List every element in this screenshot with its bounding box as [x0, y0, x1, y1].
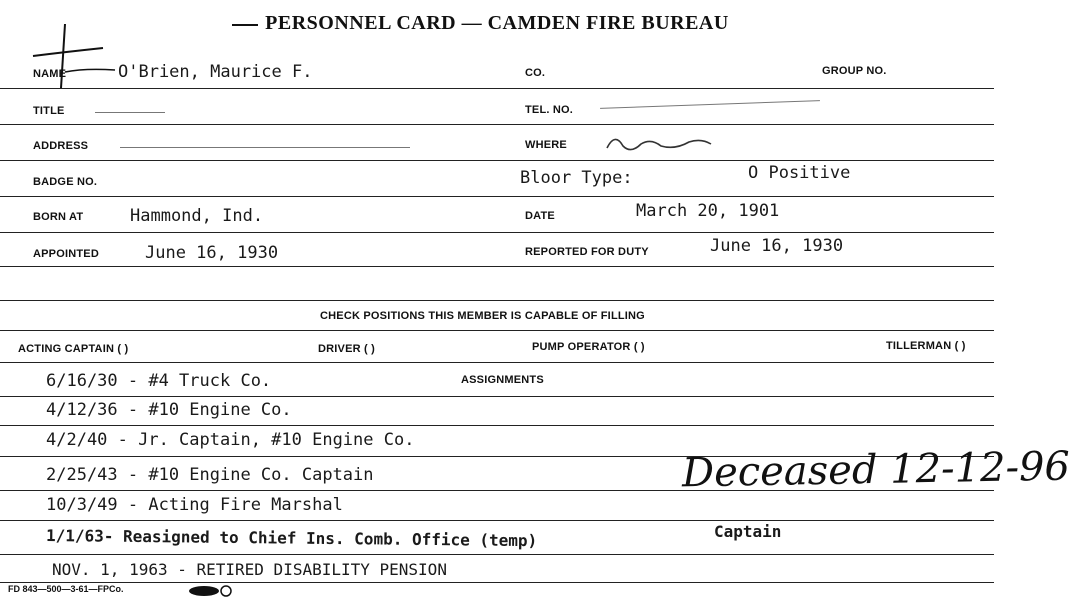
form-code: FD 843—500—3-61—FPCo.: [8, 584, 124, 594]
rule-5: [0, 232, 994, 233]
rule-16: [0, 582, 994, 583]
deceased-annotation: Deceased 12-12-96: [681, 443, 1070, 497]
card-title: PERSONNEL CARD — CAMDEN FIRE BUREAU: [265, 12, 729, 34]
badge-no-label: BADGE NO.: [33, 176, 98, 188]
assignments-label: ASSIGNMENTS: [461, 374, 544, 386]
born-at-label: BORN AT: [33, 211, 84, 223]
tel-scribble: [600, 100, 820, 109]
assignment-6: 1/1/63- Reasigned to Chief Ins. Comb. Office (temp): [45, 526, 538, 551]
cross-mark: [25, 22, 115, 92]
printer-stamp: [188, 585, 234, 597]
rule-8: [0, 330, 994, 331]
co-label: CO.: [525, 67, 546, 79]
address-label: ADDRESS: [33, 140, 89, 152]
rule-10: [0, 396, 994, 397]
date-label: DATE: [525, 210, 555, 222]
appointed-value: June 16, 1930: [145, 243, 279, 263]
assignment-1: 6/16/30 - #4 Truck Co.: [46, 371, 272, 391]
name-value: O'Brien, Maurice F.: [118, 62, 313, 82]
rule-14: [0, 520, 994, 521]
driver-label: DRIVER ( ): [318, 343, 375, 355]
reported-for-duty-value: June 16, 1930: [710, 236, 844, 256]
reported-for-duty-label: REPORTED FOR DUTY: [525, 246, 649, 258]
check-positions-label: CHECK POSITIONS THIS MEMBER IS CAPABLE OF FILLING: [320, 310, 645, 322]
acting-captain-label: ACTING CAPTAIN ( ): [18, 343, 129, 355]
assignment-2: 4/12/36 - #10 Engine Co.: [46, 400, 292, 420]
born-at-value: Hammond, Ind.: [130, 206, 264, 226]
appointed-label: APPOINTED: [33, 248, 99, 260]
rule-3: [0, 160, 994, 161]
where-scribble: [605, 130, 715, 156]
rule-11: [0, 425, 994, 426]
address-scribble: [120, 147, 410, 148]
assignment-7: NOV. 1, 1963 - RETIRED DISABILITY PENSION: [52, 560, 447, 579]
title-scribble: [95, 112, 165, 113]
rule-1: [0, 88, 994, 89]
date-of-birth-value: March 20, 1901: [636, 201, 780, 221]
blood-type-label: Bloor Type:: [520, 168, 633, 188]
name-label: NAME: [33, 68, 67, 80]
tillerman-label: TILLERMAN ( ): [886, 340, 966, 352]
rule-6: [0, 266, 994, 267]
rule-2: [0, 124, 994, 125]
title-label: TITLE: [33, 105, 65, 117]
assignment-5: 10/3/49 - Acting Fire Marshal: [46, 495, 343, 515]
rule-9: [0, 362, 994, 363]
rule-7: [0, 300, 994, 301]
where-label: WHERE: [525, 139, 567, 151]
assignment-4: 2/25/43 - #10 Engine Co. Captain: [46, 465, 374, 485]
tel-no-label: TEL. NO.: [525, 104, 574, 116]
blood-type-value: O Positive: [748, 163, 851, 183]
rule-15: [0, 554, 994, 555]
pump-operator-label: PUMP OPERATOR ( ): [532, 341, 645, 353]
assignment-3: 4/2/40 - Jr. Captain, #10 Engine Co.: [46, 430, 415, 450]
rule-4: [0, 196, 994, 197]
captain-annotation: Captain: [714, 522, 782, 541]
group-no-label: GROUP NO.: [822, 65, 887, 77]
